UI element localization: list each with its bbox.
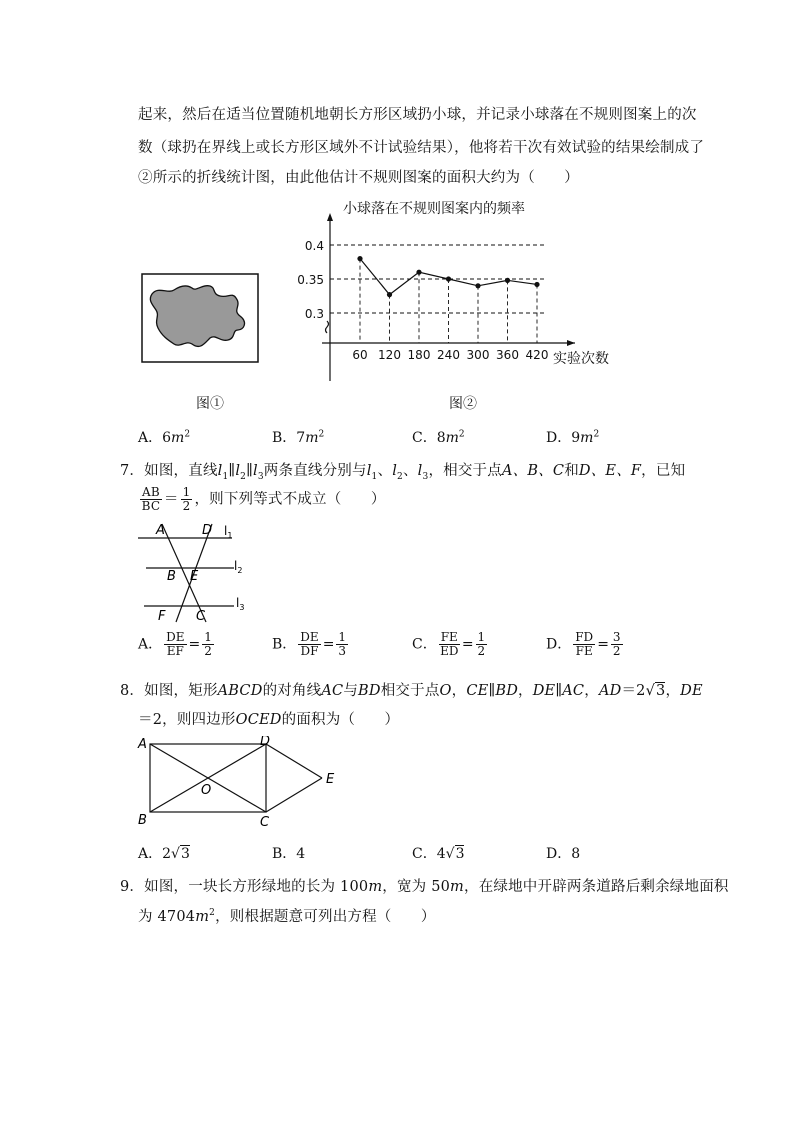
x-tick-label: 180 (407, 348, 431, 362)
intro-line-2: 数（球扔在界线上或长方形区域外不计试验结果），他将若干次有效试验的结果绘制成了 (138, 140, 705, 156)
svg-text:F: F (158, 609, 166, 624)
svg-text:A: A (156, 523, 165, 538)
q8-figure (134, 736, 344, 830)
svg-text:l2: $l_2$ (234, 559, 243, 575)
q8-stem-line-1: 8．如图，矩形ABCD的对角线AC与BD相交于点O，CE∥BD，DE∥AC，AD＝2√3，DE (120, 683, 703, 699)
q9-stem-line-1: 9．如图，一块长方形绿地的长为 100m，宽为 50m，在绿地中开辟两条道路后剩余绿地面积 (120, 879, 729, 895)
q6-option-d[interactable]: D．$9m^2$ (546, 429, 600, 446)
x-tick-label: 120 (378, 348, 401, 362)
svg-text:l1: $l_1$ (224, 524, 233, 540)
x-axis-arrow (567, 340, 575, 346)
data-point (446, 276, 451, 281)
x-tick-label: 240 (437, 348, 460, 362)
q6-option-a[interactable]: A．$6m^2$ (138, 429, 191, 446)
svg-text:D: D (260, 736, 271, 749)
q6-option-c[interactable]: C．$8m^2$ (412, 429, 465, 446)
x-tick-label: 360 (496, 348, 519, 362)
axis-break-mark (326, 321, 329, 333)
data-point (357, 256, 362, 261)
svg-text:D: D (202, 523, 213, 538)
data-point (505, 278, 510, 283)
svg-text:B: B (138, 813, 147, 828)
y-tick-label: 0.35 (297, 273, 324, 287)
x-tick-label: 60 (352, 348, 368, 362)
y-tick-label: 0.3 (304, 307, 324, 321)
q8-stem-line-2: ＝2，则四边形OCED的面积为（ ） (138, 712, 400, 728)
q7-option-a[interactable]: A． $\frac{DE}{EF}$ = $\frac{1}{2}$ (138, 630, 212, 658)
intro-line-1: 起来，然后在适当位置随机地朝长方形区域扔小球，并记录小球落在不规则图案上的次 (138, 107, 697, 123)
q6-option-b[interactable]: B．$7m^2$ (272, 429, 325, 446)
irregular-shape (150, 286, 244, 347)
x-tick-label: 300 (466, 348, 490, 362)
q8-option-d[interactable]: D．8 (546, 846, 581, 862)
data-point (387, 292, 392, 297)
q7-stem-line-2: $\frac{AB}{BC}$ ＝ $\frac{1}{2}$ ，则下列等式不成立（ ） (141, 485, 386, 513)
q7-stem-line-1: 7．如图，直线$l_1\parallel l_2\parallel l_3$两条直线分别与$l_1$、$l_2$、$l_3$，相交于点A、B、C和D、E、F，已知 (120, 463, 686, 482)
figure-1-irregular-shape (140, 272, 260, 364)
svg-text:E: E (190, 569, 199, 584)
y-axis-arrow (327, 213, 333, 221)
q8-option-b[interactable]: B．4 (272, 846, 306, 862)
q9-stem-line-2: 为 $4704m^2$，则根据题意可列出方程（ ） (138, 908, 436, 925)
svg-text:l3: $l_3$ (236, 596, 245, 612)
y-tick-label: 0.4 (304, 239, 324, 253)
chart-title: 小球落在不规则图案内的频率 (343, 201, 525, 217)
svg-text:O: O (201, 783, 212, 798)
svg-text:B: B (167, 569, 176, 584)
q7-option-c[interactable]: C． $\frac{FE}{ED}$ = $\frac{1}{2}$ (412, 630, 486, 658)
q7-figure (136, 520, 256, 624)
data-point (475, 283, 480, 288)
q8-option-a[interactable]: A．2√3 (138, 846, 190, 862)
chart-x-axis-label: 实验次数 (553, 351, 609, 367)
intro-line-3: ②所示的折线统计图，由此他估计不规则图案的面积大约为（ ） (138, 170, 579, 186)
figure-1-caption: 图① (196, 396, 224, 412)
data-point (534, 282, 539, 287)
q7-given-fraction: $\frac{AB}{BC}$ (141, 485, 161, 513)
figure-2-line-chart (295, 195, 625, 385)
svg-text:A: A (138, 737, 147, 752)
svg-text:E: E (326, 772, 335, 787)
data-point (416, 270, 421, 275)
q8-option-c[interactable]: C．4√3 (412, 846, 465, 862)
svg-text:C: C (196, 609, 206, 624)
x-tick-label: 420 (525, 348, 549, 362)
q7-option-b[interactable]: B． $\frac{DE}{DF}$ = $\frac{1}{3}$ (272, 630, 347, 658)
figure-2-caption: 图② (449, 396, 477, 412)
q7-option-d[interactable]: D． $\frac{FD}{FE}$ = $\frac{3}{2}$ (546, 630, 621, 658)
svg-text:C: C (260, 815, 270, 830)
